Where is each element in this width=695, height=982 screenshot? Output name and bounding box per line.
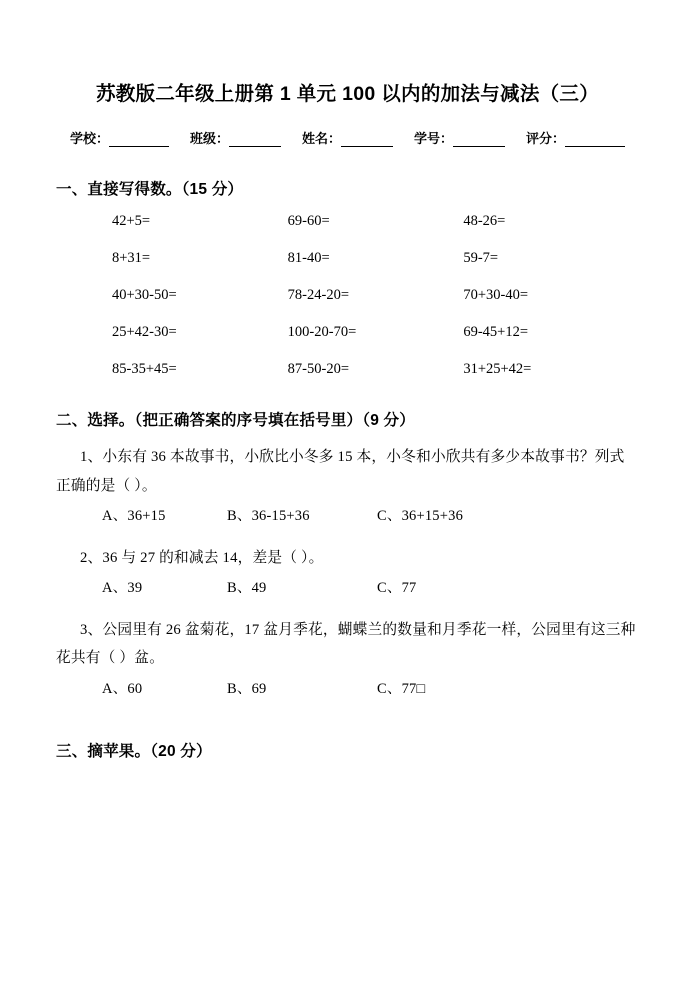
info-blank-studentid[interactable] bbox=[453, 134, 505, 147]
calc-problem: 69-45+12= bbox=[463, 324, 529, 340]
calc-problem: 69-60= bbox=[287, 213, 330, 229]
question-text: 3、公园里有 26 盆菊花，17 盆月季花，蝴蝶兰的数量和月季花一样，公园里有这三种花共有（ ）盆。 bbox=[56, 621, 636, 667]
option-a[interactable]: A、39 bbox=[102, 580, 143, 597]
calc-problem: 81-40= bbox=[287, 250, 330, 266]
question-options bbox=[56, 675, 639, 703]
calculation-grid bbox=[56, 213, 639, 378]
question-text: 2、36 与 27 的和减去 14，差是（ ）。 bbox=[80, 549, 324, 566]
section-heading-2: 二、选择。（把正确答案的序号填在括号里）（9 分） bbox=[56, 412, 415, 429]
calc-problem: 59-7= bbox=[463, 250, 499, 266]
calc-problem: 40+30-50= bbox=[112, 287, 177, 303]
option-c[interactable]: C、77□ bbox=[377, 680, 426, 697]
question-options bbox=[56, 502, 639, 530]
info-label-school: 学校： bbox=[70, 131, 110, 146]
calc-problem: 48-26= bbox=[463, 213, 506, 229]
info-label-name: 姓名： bbox=[301, 131, 341, 146]
page-title: 苏教版二年级上册第 1 单元 100 以内的加法与减法（三） bbox=[95, 83, 600, 105]
option-a[interactable]: A、36+15 bbox=[102, 508, 166, 525]
calc-problem: 8+31= bbox=[112, 250, 151, 266]
option-b[interactable]: B、36-15+36 bbox=[227, 508, 310, 525]
info-field-school bbox=[70, 128, 169, 147]
calc-problem: 25+42-30= bbox=[112, 324, 177, 340]
info-field-score bbox=[526, 128, 625, 147]
option-c[interactable]: C、77 bbox=[377, 580, 417, 597]
calc-problem: 100-20-70= bbox=[287, 324, 357, 340]
calc-problem: 42+5= bbox=[112, 213, 151, 229]
info-field-name bbox=[302, 128, 393, 147]
option-b[interactable]: B、49 bbox=[227, 580, 267, 597]
section-heading-1: 一、直接写得数。（15 分） bbox=[56, 181, 244, 198]
question-1 bbox=[56, 443, 639, 531]
info-label-score: 评分： bbox=[525, 131, 565, 146]
question-2 bbox=[56, 544, 639, 603]
info-field-studentid bbox=[414, 128, 505, 147]
question-3 bbox=[56, 616, 639, 704]
question-options bbox=[56, 574, 639, 602]
info-blank-class[interactable] bbox=[229, 134, 281, 147]
info-blank-school[interactable] bbox=[109, 134, 169, 147]
calc-problem: 70+30-40= bbox=[463, 287, 529, 303]
question-text: 1、小东有 36 本故事书，小欣比小冬多 15 本，小冬和小欣共有多少本故事书？列式正确的是（ ）。 bbox=[56, 449, 625, 494]
info-field-class bbox=[190, 128, 281, 147]
info-label-studentid: 学号： bbox=[413, 131, 453, 146]
section-heading-3: 三、摘苹果。（20 分） bbox=[56, 743, 212, 761]
calc-problem: 78-24-20= bbox=[287, 287, 349, 303]
info-blank-score[interactable] bbox=[565, 134, 625, 147]
calc-problem: 85-35+45= bbox=[112, 361, 177, 377]
option-b[interactable]: B、69 bbox=[227, 680, 267, 697]
calc-problem: 87-50-20= bbox=[287, 361, 349, 377]
option-a[interactable]: A、60 bbox=[102, 680, 143, 697]
student-info-row bbox=[70, 128, 625, 147]
info-blank-name[interactable] bbox=[341, 134, 393, 147]
info-label-class: 班级： bbox=[189, 131, 229, 146]
option-c[interactable]: C、36+15+36 bbox=[377, 508, 464, 525]
calc-problem: 31+25+42= bbox=[463, 361, 532, 377]
